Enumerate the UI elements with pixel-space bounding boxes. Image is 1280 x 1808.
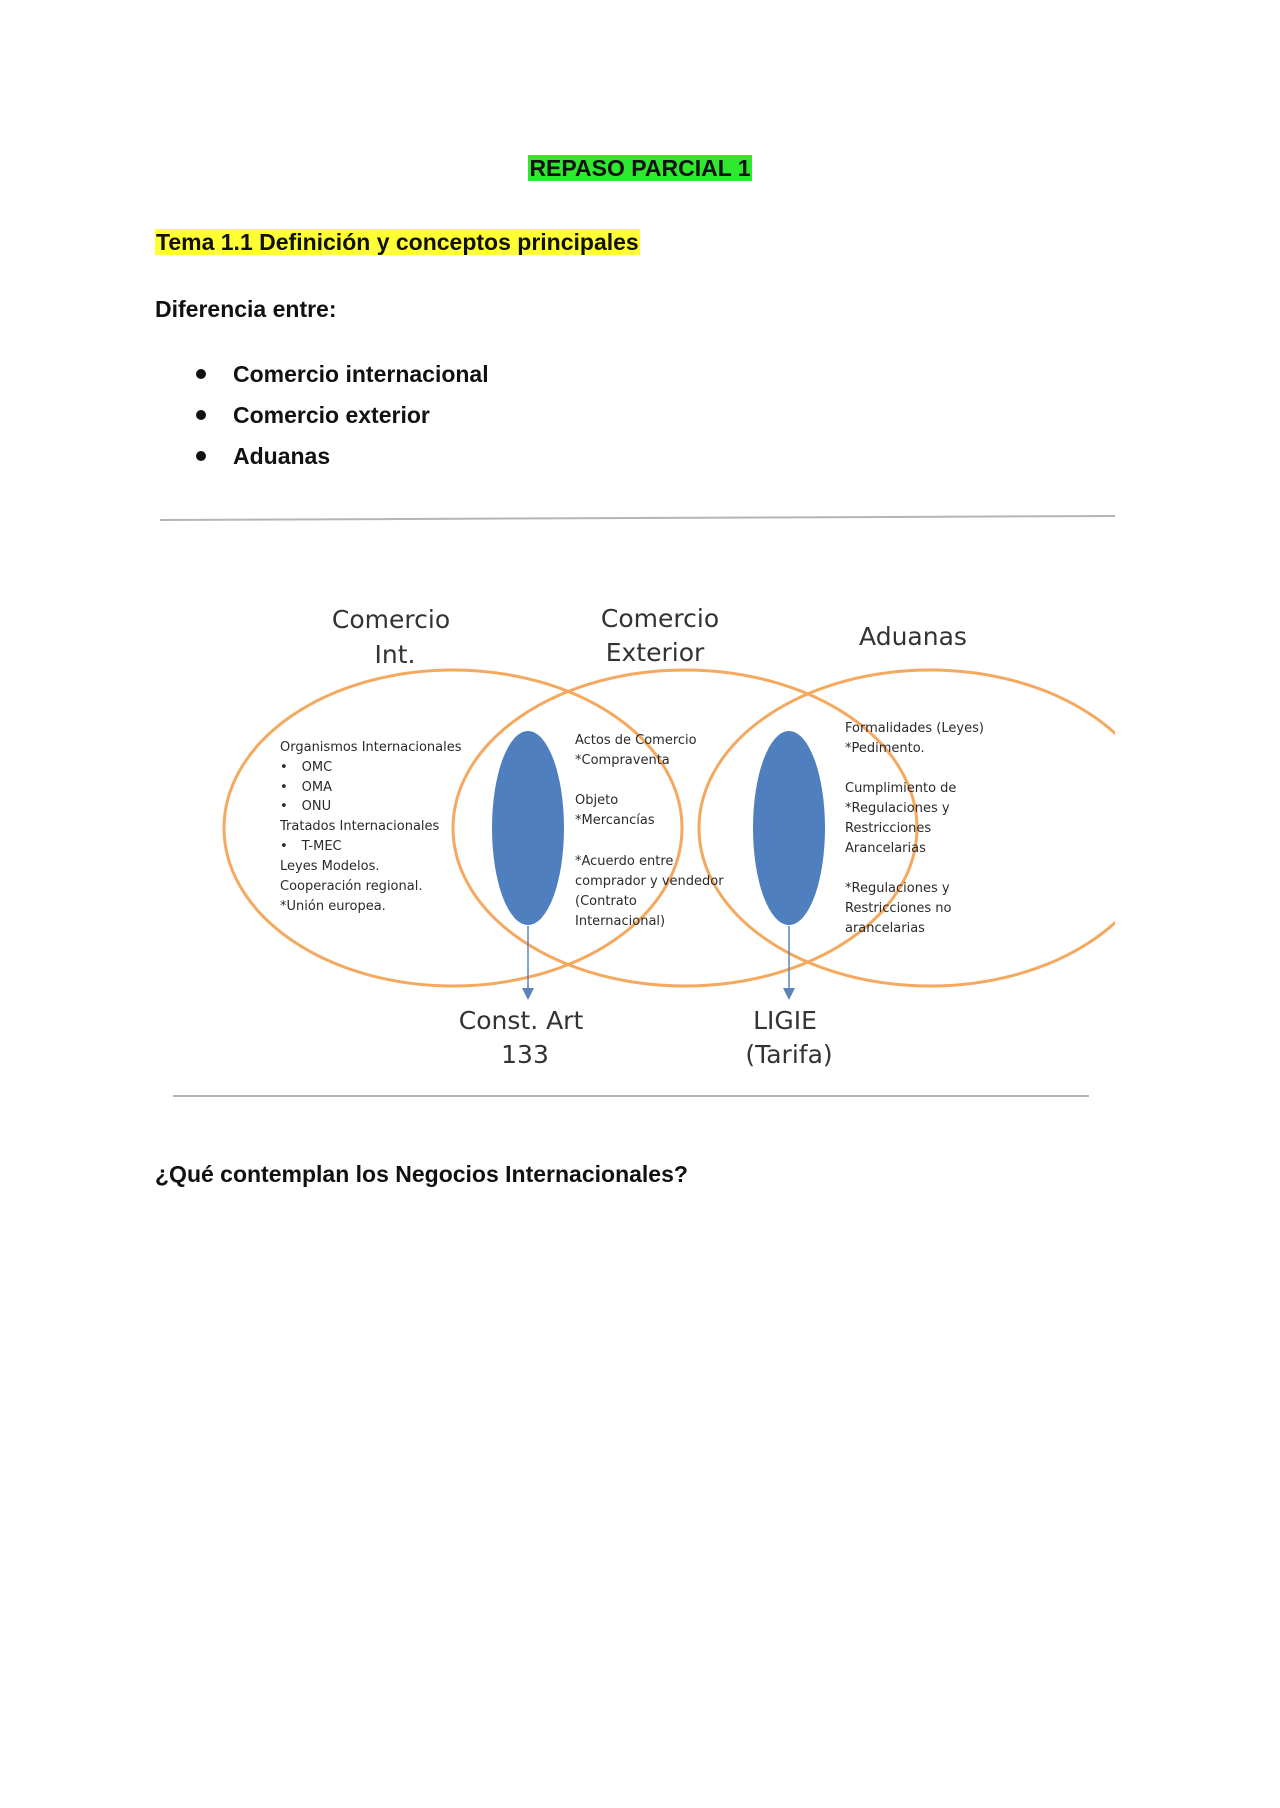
circle-text-line [280, 740, 462, 755]
circle-text-line-content: Cooperación regional. [280, 879, 423, 894]
circle-text-line-content: Tratados Internacionales [280, 819, 440, 834]
circle-heading-line: Comercio [600, 604, 720, 633]
intersection-label-line: 133 [501, 1040, 549, 1069]
circle-text-line: (Contrato [575, 894, 637, 909]
circle-text-line-content: ONU [301, 799, 332, 814]
intersection-int-exterior [492, 731, 564, 925]
circle-heading-aduanas [859, 622, 967, 651]
circle-heading-comercio-int [332, 605, 458, 669]
list-item-text: Comercio exterior [233, 402, 430, 428]
circle-text-line: *Acuerdo entre [575, 854, 674, 869]
circle-text-line [280, 760, 332, 775]
circle-text-comercio-int [279, 740, 462, 914]
circle-text-line: arancelarias [845, 921, 925, 936]
circle-text-line [280, 899, 386, 914]
circle-text-line-content: *Unión europea. [280, 899, 386, 914]
circle-text-line: Actos de Comercio [575, 733, 697, 748]
circle-text-line [280, 859, 380, 874]
intersection-label-line: LIGIE [753, 1006, 817, 1035]
circle-text-line-bullet: • [280, 760, 288, 775]
list-item-text: Aduanas [233, 443, 331, 469]
circle-text-line-content: OMC [301, 760, 333, 775]
circle-heading-line: Comercio [331, 605, 451, 634]
intersection-label-line: Const. Art [458, 1006, 584, 1035]
circle-text-line [280, 799, 331, 814]
circle-text-line-content: Organismos Internacionales [280, 740, 462, 755]
list-item [155, 441, 489, 482]
circle-text-line-bullet: • [280, 839, 288, 854]
circle-text-line-content: T-MEC [301, 839, 342, 854]
circle-text-line: Restricciones no [845, 901, 952, 916]
venn-diagram [155, 506, 1115, 1102]
bullet-icon [196, 451, 206, 461]
circle-text-line: Arancelarias [845, 841, 926, 856]
page-title [0, 153, 1280, 183]
circle-heading-comercio-exterior [601, 604, 727, 667]
page-title-text: REPASO PARCIAL 1 [529, 155, 751, 181]
intersection-label-ligie [745, 1006, 832, 1069]
list-item-text: Comercio internacional [233, 361, 489, 387]
list-item [155, 400, 489, 441]
circle-text-line-bullet: • [280, 799, 288, 814]
circle-text-line: Internacional) [575, 914, 666, 929]
circle-text-line-bullet: • [280, 780, 288, 795]
circle-text-line: Formalidades (Leyes) [845, 721, 984, 736]
question-heading: ¿Qué contemplan los Negocios Internacionales? [155, 1161, 688, 1187]
circle-text-line: Restricciones [845, 821, 932, 836]
circle-text-line: *Compraventa [575, 753, 670, 768]
bullet-icon [196, 410, 206, 420]
circle-text-comercio-exterior [575, 733, 728, 929]
circle-text-line [279, 819, 440, 834]
topic-heading [155, 227, 640, 257]
circle-text-line: Cumplimiento de [845, 781, 957, 796]
circle-heading-line: Int. [374, 640, 416, 669]
list-item [155, 359, 489, 400]
bullet-icon [196, 369, 206, 379]
circle-text-line-content: OMA [301, 780, 333, 795]
circle-text-line: *Regulaciones y [845, 801, 950, 816]
circle-text-line [280, 839, 342, 854]
difference-heading: Diferencia entre: [155, 296, 337, 322]
circle-heading-line: Aduanas [859, 622, 967, 651]
circle-text-line [280, 879, 422, 894]
intersection-exterior-aduanas [753, 731, 825, 925]
circle-text-line: *Regulaciones y [845, 881, 950, 896]
intersection-label-line: (Tarifa) [745, 1040, 833, 1069]
circle-heading-line: Exterior [605, 638, 705, 667]
circle-text-line: *Mercancías [575, 813, 655, 828]
top-rule [160, 516, 1115, 520]
bullet-list [155, 359, 489, 482]
circle-text-line: *Pedimento. [845, 741, 925, 756]
topic-heading-text: Tema 1.1 Definición y conceptos principales [156, 229, 639, 255]
circle-text-line-content: Leyes Modelos. [280, 859, 380, 874]
circle-text-line: Objeto [575, 793, 619, 808]
circle-text-line: comprador y vendedor [575, 874, 724, 889]
circle-text-line [280, 780, 332, 795]
intersection-label-const-art [459, 1006, 591, 1069]
circle-text-aduanas [845, 721, 988, 936]
